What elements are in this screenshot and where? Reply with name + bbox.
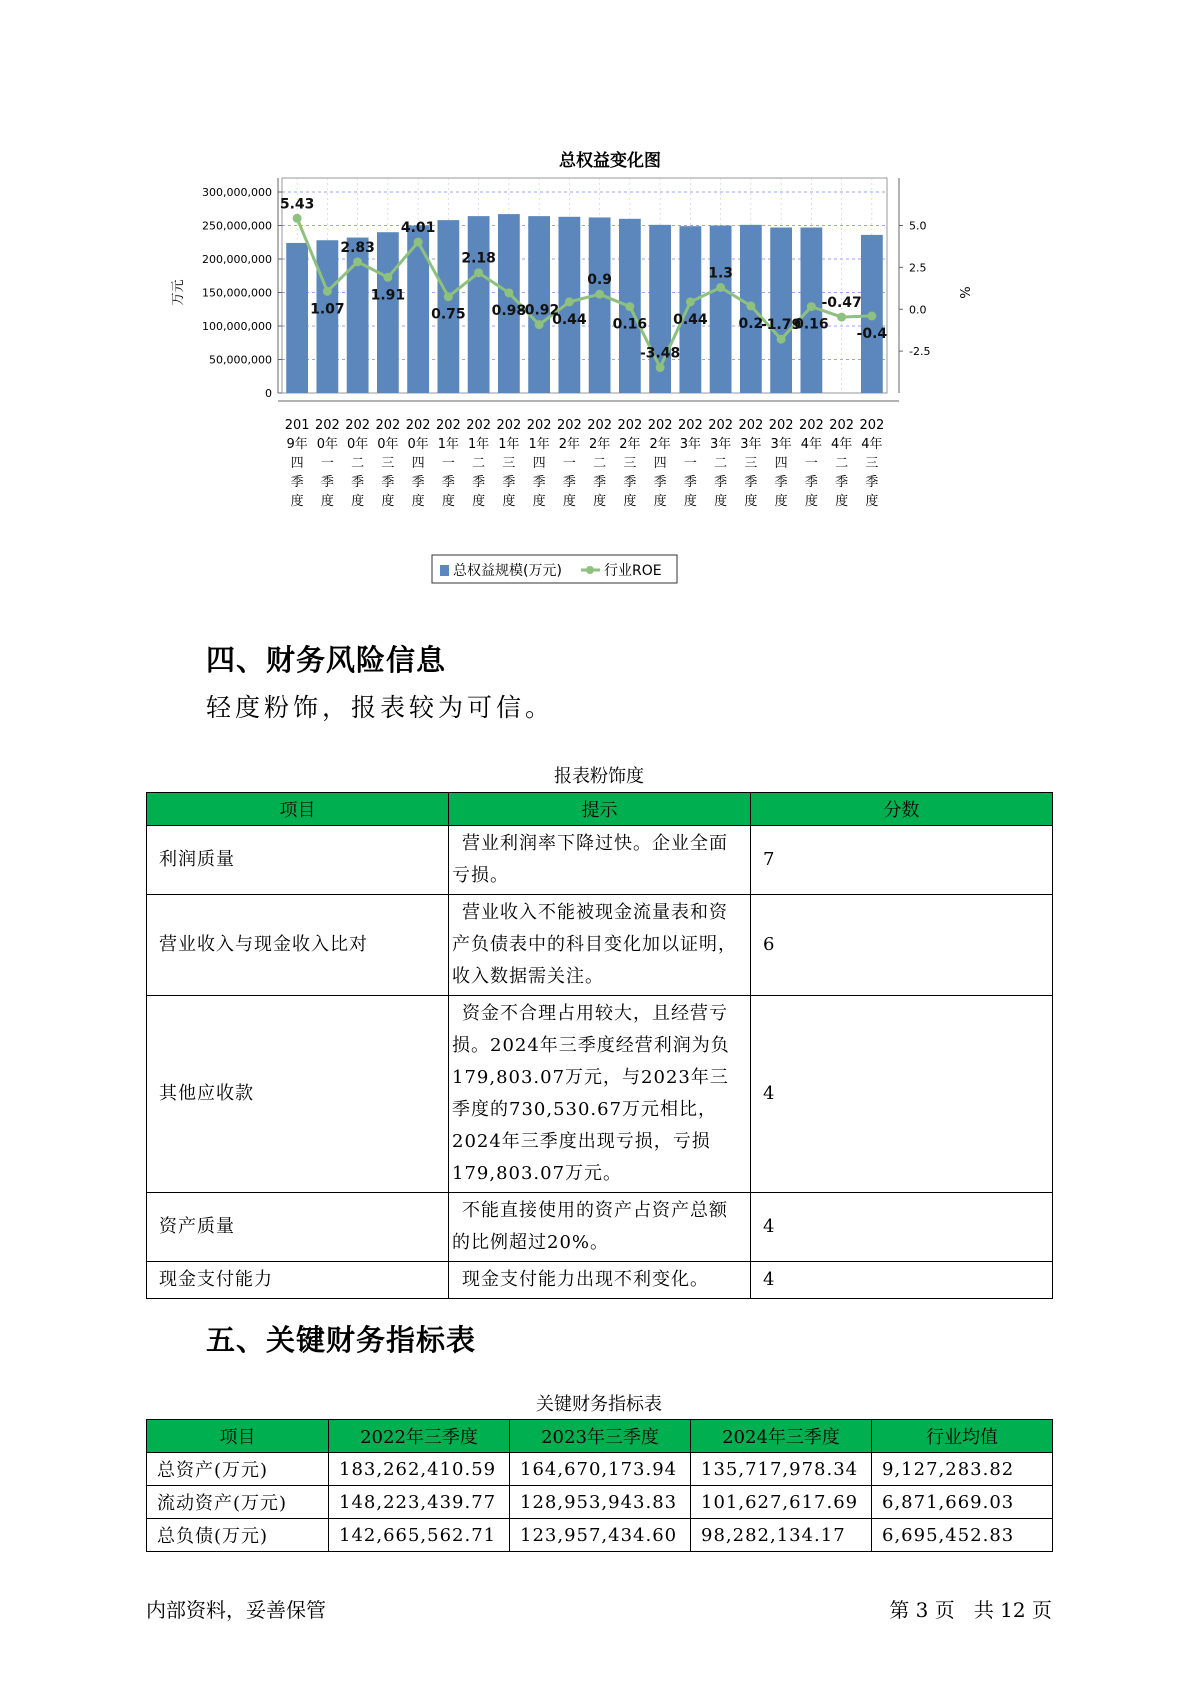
risk-item: 营业收入与现金收入比对 xyxy=(147,895,449,996)
x-tick-label: 202 1年一季度 xyxy=(435,418,461,509)
x-axis-labels xyxy=(285,418,885,509)
legend-line-marker xyxy=(586,566,594,574)
chart-title: 总权益变化图 xyxy=(559,151,661,171)
roe-data-label: 0.16 xyxy=(794,316,829,333)
roe-point xyxy=(837,313,846,322)
x-tick-label: 202 3年一季度 xyxy=(677,418,703,509)
plot-background xyxy=(279,178,887,393)
roe-data-label: 0.75 xyxy=(431,306,466,323)
kpi-item: 总资产(万元) xyxy=(147,1453,329,1486)
x-tick-label: 202 1年二季度 xyxy=(466,418,492,509)
risk-item: 利润质量 xyxy=(147,826,449,895)
kpi-table-header xyxy=(147,1420,1053,1453)
bar xyxy=(770,228,792,393)
risk-score: 4 xyxy=(751,1262,1053,1299)
kpi-value: 128,953,943.83 xyxy=(510,1486,691,1519)
kpi-value: 135,717,978.34 xyxy=(691,1453,872,1486)
risk-item: 现金支付能力 xyxy=(147,1262,449,1299)
right-tick-label: 2.5 xyxy=(909,261,927,275)
roe-data-label: 0.16 xyxy=(612,316,648,333)
header-2022q3: 2022年三季度 xyxy=(329,1420,510,1453)
left-tick-label: 300,000,000 xyxy=(202,186,272,199)
table-row xyxy=(147,1193,1053,1262)
bar xyxy=(377,232,399,393)
risk-hint: 现金支付能力出现不利变化。 xyxy=(449,1262,751,1299)
roe-data-label: 0.2 xyxy=(738,315,764,332)
roe-point xyxy=(414,238,423,247)
risk-hint: 资金不合理占用较大，且经营亏损。2024年三季度经营利润为负179,803.07万元，与2023年三季度的730,530.67万元相比，2024年三季度出现亏损，亏损179,803.07万元。 xyxy=(449,996,751,1193)
kpi-value: 98,282,134.17 xyxy=(691,1519,872,1552)
roe-data-label: -0.4 xyxy=(856,325,888,342)
x-tick-label: 202 2年四季度 xyxy=(647,418,673,509)
roe-point xyxy=(595,290,604,299)
roe-point xyxy=(504,288,513,297)
risk-score: 4 xyxy=(751,1193,1053,1262)
roe-data-label: 2.83 xyxy=(340,239,375,256)
x-tick-label: 202 4年一季度 xyxy=(798,418,824,509)
header-item: 项目 xyxy=(147,1420,329,1453)
legend-line-label: 行业ROE xyxy=(604,563,662,579)
x-tick-label: 202 3年四季度 xyxy=(768,418,794,509)
x-tick-label: 202 4年二季度 xyxy=(829,418,855,509)
left-tick-label: 200,000,000 xyxy=(202,253,272,266)
left-tick-label: 250,000,000 xyxy=(202,219,272,233)
section4-heading: 四、财务风险信息 xyxy=(206,643,447,677)
kpi-value: 6,871,669.03 xyxy=(872,1486,1053,1519)
kpi-table xyxy=(146,1419,1053,1552)
header-2024q3: 2024年三季度 xyxy=(691,1420,872,1453)
roe-data-label: -0.92 xyxy=(518,302,560,319)
roe-point xyxy=(565,297,574,306)
risk-hint: 营业利润率下降过快。企业全面亏损。 xyxy=(449,826,751,895)
roe-data-label: 0.9 xyxy=(587,272,613,289)
x-tick-label: 202 2年一季度 xyxy=(556,418,582,509)
roe-point xyxy=(474,268,483,277)
risk-score: 7 xyxy=(751,826,1053,895)
x-tick-label: 202 1年三季度 xyxy=(496,418,522,509)
equity-chart xyxy=(160,140,1060,600)
risk-hint: 营业收入不能被现金流量表和资产负债表中的科目变化加以证明，收入数据需关注。 xyxy=(449,895,751,996)
roe-data-label: 0.44 xyxy=(552,311,587,328)
kpi-value: 123,957,434.60 xyxy=(510,1519,691,1552)
left-tick-label: 0 xyxy=(265,387,272,400)
kpi-item: 流动资产(万元) xyxy=(147,1486,329,1519)
roe-data-label: -0.47 xyxy=(821,295,862,312)
bar xyxy=(710,226,732,394)
risk-hint: 不能直接使用的资产占资产总额的比例超过20%。 xyxy=(449,1193,751,1262)
risk-score: 4 xyxy=(751,996,1053,1193)
roe-data-label: 0.98 xyxy=(491,302,527,319)
x-tick-label: 202 4年三季度 xyxy=(859,418,885,509)
legend-bar-label: 总权益规模(万元) xyxy=(453,563,562,579)
roe-data-label: 4.01 xyxy=(400,220,436,237)
roe-data-label: 1.91 xyxy=(370,287,406,304)
roe-point xyxy=(625,302,634,311)
risk-score: 6 xyxy=(751,895,1053,996)
bar xyxy=(468,216,490,393)
header-2023q3: 2023年三季度 xyxy=(510,1420,691,1453)
footer-left: 内部资料，妥善保管 xyxy=(146,1598,326,1622)
x-tick-label: 202 3年三季度 xyxy=(738,418,764,509)
x-tick-label: 202 0年二季度 xyxy=(345,418,371,509)
x-tick-label: 202 0年四季度 xyxy=(405,418,431,509)
right-tick-label: 5.0 xyxy=(909,219,927,233)
kpi-item: 总负债(万元) xyxy=(147,1519,329,1552)
risk-item: 其他应收款 xyxy=(147,996,449,1193)
roe-data-label: 2.18 xyxy=(461,250,496,267)
left-tick-label: 150,000,000 xyxy=(202,286,272,300)
x-tick-label: 201 9年四季度 xyxy=(284,418,310,509)
roe-point xyxy=(353,257,362,266)
x-tick-label: 202 0年一季度 xyxy=(314,418,340,509)
roe-data-label: 1.07 xyxy=(310,301,345,318)
header-item: 项目 xyxy=(147,793,449,826)
roe-point xyxy=(293,214,302,223)
section5-heading: 五、关键财务指标表 xyxy=(206,1323,477,1357)
roe-point xyxy=(444,292,453,301)
x-tick-label: 202 3年二季度 xyxy=(708,418,734,509)
table-row xyxy=(147,826,1053,895)
roe-data-label: -1.79 xyxy=(760,317,802,334)
right-tick-label: -2.5 xyxy=(909,345,931,359)
roe-data-label: 5.43 xyxy=(279,196,315,213)
roe-point xyxy=(716,283,725,292)
roe-point xyxy=(383,273,392,282)
table-row xyxy=(147,895,1053,996)
roe-point xyxy=(656,363,665,372)
plot-area xyxy=(279,178,887,393)
risk-table-header xyxy=(147,793,1053,826)
roe-data-label: -3.48 xyxy=(639,345,681,362)
roe-data-label: 1.3 xyxy=(708,265,734,282)
roe-point xyxy=(867,311,876,320)
right-axis-title: % xyxy=(956,286,971,299)
roe-point xyxy=(777,335,786,344)
risk-table xyxy=(146,792,1053,1299)
risk-summary: 轻度粉饰，报表较为可信。 xyxy=(206,693,555,722)
roe-point xyxy=(807,302,816,311)
x-tick-label: 202 2年三季度 xyxy=(617,418,643,509)
kpi-value: 6,695,452.83 xyxy=(872,1519,1053,1552)
table-row xyxy=(147,1519,1053,1552)
bar xyxy=(679,226,701,393)
roe-point xyxy=(535,320,544,329)
kpi-value: 164,670,173.94 xyxy=(510,1453,691,1486)
table-row xyxy=(147,1486,1053,1519)
risk-table-caption: 报表粉饰度 xyxy=(554,766,644,787)
kpi-value: 142,665,562.71 xyxy=(329,1519,510,1552)
table-row xyxy=(147,996,1053,1193)
kpi-table-caption: 关键财务指标表 xyxy=(536,1394,662,1415)
bar xyxy=(286,243,308,393)
x-tick-label: 202 0年三季度 xyxy=(375,418,401,509)
table-row xyxy=(147,1453,1053,1486)
header-industry-avg: 行业均值 xyxy=(872,1420,1053,1453)
left-axis-title: 万元 xyxy=(171,279,186,306)
header-score: 分数 xyxy=(751,793,1053,826)
kpi-value: 148,223,439.77 xyxy=(329,1486,510,1519)
roe-point xyxy=(686,297,695,306)
x-tick-label: 202 2年二季度 xyxy=(587,418,613,509)
table-row xyxy=(147,1262,1053,1299)
x-tick-label: 202 1年四季度 xyxy=(526,418,552,509)
left-tick-label: 100,000,000 xyxy=(202,320,272,333)
bar xyxy=(589,217,611,393)
kpi-value: 101,627,617.69 xyxy=(691,1486,872,1519)
roe-data-label: 0.44 xyxy=(673,311,708,328)
right-tick-label: 0.0 xyxy=(909,303,927,317)
header-hint: 提示 xyxy=(449,793,751,826)
risk-item: 资产质量 xyxy=(147,1193,449,1262)
legend-bar-swatch xyxy=(440,565,449,576)
roe-point xyxy=(746,301,755,310)
kpi-value: 9,127,283.82 xyxy=(872,1453,1053,1486)
chart-legend xyxy=(432,555,677,583)
footer-page-number: 第 3 页 共 12 页 xyxy=(889,1598,1052,1622)
left-tick-label: 50,000,000 xyxy=(209,353,272,367)
kpi-value: 183,262,410.59 xyxy=(329,1453,510,1486)
roe-point xyxy=(323,287,332,296)
